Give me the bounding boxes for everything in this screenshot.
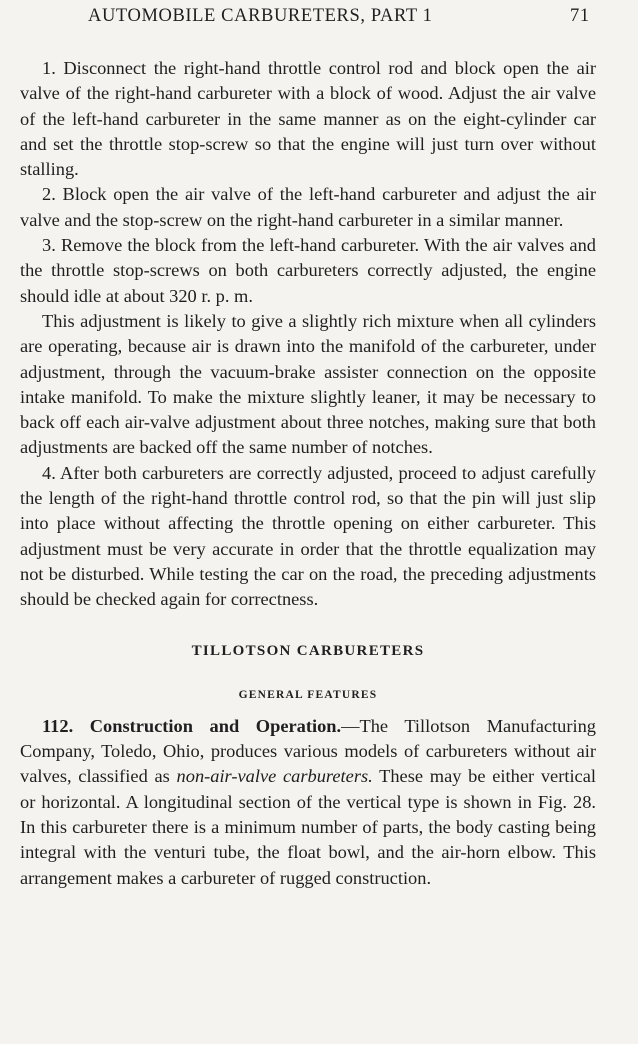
sub-heading: GENERAL FEATURES [238, 688, 378, 701]
page-number: 71 [570, 6, 590, 26]
paragraph-step-3: 3. Remove the block from the left-hand carbureter. With the air valves and the throttle stop-screws on both carbureters correctly adjusted, the engine should idle at about 320 r. p. m. [20, 235, 596, 306]
article-title: Construction and Operation. [89, 715, 342, 736]
paragraph-step-1: 1. Disconnect the right-hand throttle control rod and block open the air valve of the right-hand carbureter with a block of wood. Adjust the air valve of the left-hand carbureter in the same manner as on the eight-cylinder car and set the throttle stop-screw so that the engine will just turn over without stalling. [20, 58, 596, 180]
paragraph-step-4: 4. After both carbureters are correctly adjusted, proceed to adjust carefully the length of the right-hand throttle control rod, so that the pin will just slip into place without affecting the throttle opening on either carbureter. This adjustment must be very accurate in order that the throttle equalization may not be disturbed. While testing the car on the road, the preceding adjustments should be checked again for correctness. [20, 462, 596, 610]
running-head [0, 6, 638, 32]
article-italic-term: non-air-valve carbureters. [176, 766, 373, 787]
article-number: 112. [42, 715, 74, 736]
paragraph-adjustment-note: This adjustment is likely to give a slightly rich mixture when all cylinders are operating, because air is drawn into the manifold of the carbureter, under adjustment, through the vacuum-brake assister connection on the opposite intake manifold. To make the mixture slightly leaner, it may be necessary to back off each air-valve adjustment about three notches, making sure that both adjustments are backed off the same number of notches. [20, 310, 596, 458]
article-112 [20, 714, 596, 891]
body-text [20, 56, 596, 891]
running-title: AUTOMOBILE CARBURETERS, PART 1 [88, 6, 433, 26]
paragraph-step-2: 2. Block open the air valve of the left-hand carbureter and adjust the air valve and the stop-screw on the right-hand carbureter in a similar manner. [20, 184, 596, 230]
article-text-after-italic: These may be either vertical or horizontal. A longitudinal section of the vertical type is shown in Fig. 28. In this carbureter there is a minimum number of parts, the body casting being integral with the venturi tube, the float bowl, and the air-horn elbow. This arrangement makes a carbureter of rugged construction. [20, 766, 596, 888]
article-text-before-italic: —The Tillotson Manufacturing Company, Toledo, Ohio, produces various models of carbureters without air valves, classified as [20, 715, 596, 787]
section-heading: TILLOTSON CARBURETERS [191, 642, 425, 659]
